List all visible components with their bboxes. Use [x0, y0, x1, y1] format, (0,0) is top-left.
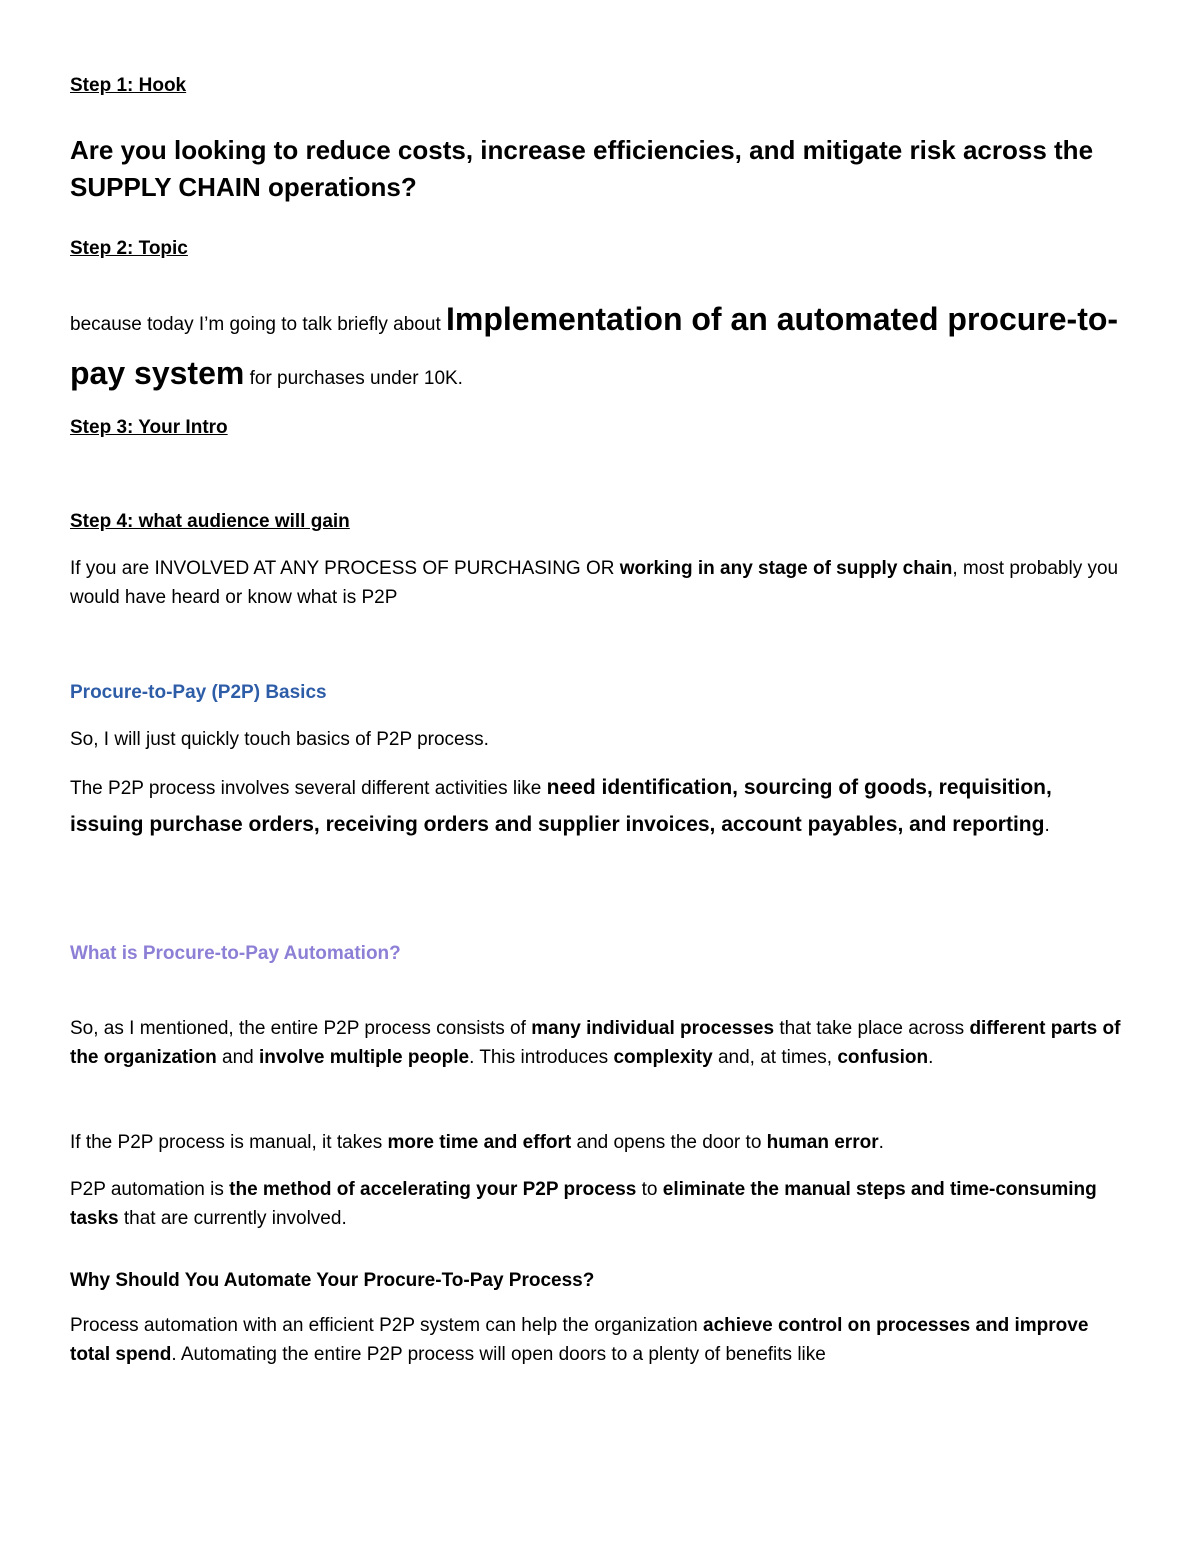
- basics-intro: So, I will just quickly touch basics of P2P process.: [70, 729, 489, 750]
- automation-p1-bold: confusion: [837, 1047, 929, 1068]
- automation-p1-text: and, at times,: [712, 1047, 838, 1068]
- automation-p1-text: and: [216, 1047, 259, 1068]
- automation-paragraph-2: [70, 1128, 1130, 1157]
- automation-p1-bold: different parts of the organization: [70, 1018, 1121, 1068]
- topic-emphasis: Implementation of an automated procure-to-pay system: [70, 301, 1119, 391]
- why-text: . Automating the entire P2P process will open doors to a plenty of benefits like: [171, 1344, 826, 1365]
- why-bold: achieve control on processes and improve total spend: [70, 1315, 1089, 1365]
- automation-p1-bold: many individual processes: [531, 1018, 775, 1039]
- automation-p3-bold: the method of accelerating your P2P process: [229, 1179, 637, 1200]
- automation-p2-bold: human error: [766, 1132, 879, 1153]
- automation-p3-bold: eliminate the manual steps and time-consuming tasks: [70, 1179, 1097, 1229]
- activities-lead: The P2P process involves several different activities like: [70, 778, 547, 799]
- topic-tail: for purchases under 10K.: [244, 368, 463, 389]
- automation-paragraph-1: [70, 1014, 1130, 1072]
- automation-heading: What is Procure-to-Pay Automation?: [70, 943, 401, 964]
- activities-tail: .: [1044, 815, 1050, 836]
- step-3-label: Step 3: Your Intro: [70, 417, 228, 438]
- topic-paragraph: [70, 295, 1130, 403]
- automation-p1-bold: complexity: [613, 1047, 713, 1068]
- automation-paragraph-3: [70, 1175, 1130, 1233]
- automation-p2-text: If the P2P process is manual, it takes: [70, 1132, 388, 1153]
- automation-p1-bold: involve multiple people: [259, 1047, 470, 1068]
- step-4-label: Step 4: what audience will gain: [70, 511, 350, 532]
- basics-heading: Procure-to-Pay (P2P) Basics: [70, 682, 327, 703]
- automation-p3-text: to: [636, 1179, 663, 1200]
- why-text: Process automation with an efficient P2P system can help the organization: [70, 1315, 703, 1336]
- automation-p2-text: .: [878, 1132, 884, 1153]
- audience-lead: If you are INVOLVED AT ANY PROCESS OF PURCHASING OR: [70, 558, 620, 579]
- activities-list: need identification, sourcing of goods, requisition, issuing purchase orders, receiving orders and supplier invoices, account payables, and reporting: [70, 776, 1052, 836]
- audience-tail: , most probably you would have heard or know what is P2P: [70, 558, 1119, 608]
- automation-p1-text: . This introduces: [469, 1047, 614, 1068]
- audience-bold: working in any stage of supply chain: [619, 558, 953, 579]
- step-2-label: Step 2: Topic: [70, 238, 188, 259]
- why-paragraph: [70, 1311, 1130, 1369]
- hook-question: Are you looking to reduce costs, increase efficiencies, and mitigate risk across the SUPPLY CHAIN operations?: [70, 135, 1094, 202]
- automation-p3-text: that are currently involved.: [118, 1208, 347, 1229]
- automation-p1-text: So, as I mentioned, the entire P2P process consists of: [70, 1018, 532, 1039]
- step-1-label: Step 1: Hook: [70, 75, 187, 96]
- automation-p1-text: .: [928, 1047, 934, 1068]
- audience-paragraph: [70, 554, 1130, 612]
- basics-activities-paragraph: [70, 770, 1130, 844]
- topic-lead: because today I’m going to talk briefly about: [70, 314, 447, 335]
- automation-p3-text: P2P automation is: [70, 1179, 230, 1200]
- automation-p1-text: that take place across: [774, 1018, 970, 1039]
- why-heading: Why Should You Automate Your Procure-To-Pay Process?: [70, 1270, 595, 1291]
- automation-p2-bold: more time and effort: [387, 1132, 572, 1153]
- automation-p2-text: and opens the door to: [571, 1132, 767, 1153]
